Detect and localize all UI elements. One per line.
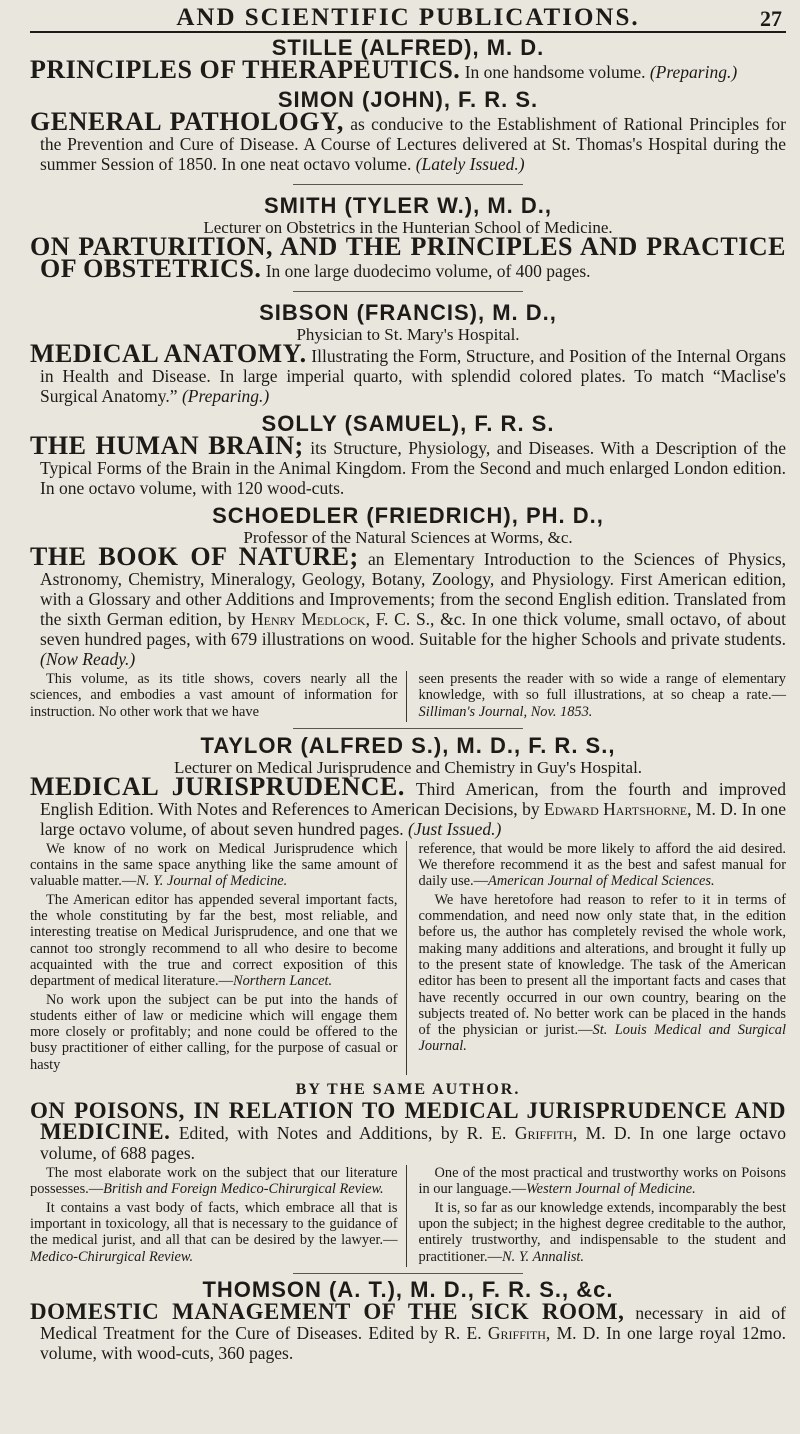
book-description: as conducive to the Establishment of Rational Principles for the Prevention and Cure of Disease. A Course of Lectures delivered at St. Thomas's Hospital during the summer Session of 1850. In one neat octavo volume. bbox=[40, 114, 786, 174]
review-source: British and Foreign Medico-Chirurgical Review. bbox=[103, 1181, 384, 1198]
catalog-entry bbox=[30, 734, 786, 1075]
review-column-right bbox=[419, 1165, 787, 1267]
author-position: Professor of the Natural Sciences at Worms, &c. bbox=[243, 528, 573, 547]
review-quote bbox=[30, 841, 398, 890]
review-source: N. Y. Journal of Medicine. bbox=[136, 873, 288, 890]
book-title: DOMESTIC MANAGEMENT OF THE SICK ROOM, bbox=[30, 1298, 625, 1324]
review-text: One of the most practical and trustworthy works on Poisons in our language.— bbox=[418, 1165, 786, 1198]
publication-status: (Preparing.) bbox=[181, 386, 270, 406]
review-quote bbox=[419, 892, 787, 1055]
review-source: St. Louis Medical and Surgical Journal. bbox=[418, 1022, 786, 1055]
book-title: MEDICAL ANATOMY. bbox=[30, 339, 307, 368]
review-column-left bbox=[30, 1165, 407, 1267]
review-column-left bbox=[30, 671, 407, 722]
author-heading: SOLLY (SAMUEL), F. R. S. bbox=[261, 411, 555, 436]
review-source: American Journal of Medical Sciences. bbox=[488, 873, 715, 890]
book-listing bbox=[30, 542, 787, 669]
author-heading: SCHOEDLER (FRIEDRICH), PH. D., bbox=[212, 503, 604, 528]
book-description: necessary in aid of Medical Treatment for the Cure of Diseases. Edited by bbox=[40, 1302, 786, 1343]
catalog-entry bbox=[30, 504, 786, 722]
catalog-entry bbox=[30, 88, 786, 174]
review-columns bbox=[30, 671, 786, 722]
review-source: Western Journal of Medicine. bbox=[526, 1181, 696, 1198]
section-divider bbox=[293, 728, 523, 729]
book-description-continued: , M. D. In one large octavo volume, of 688 pages. bbox=[40, 1123, 787, 1164]
book-title: MEDICAL JURISPRUDENCE. bbox=[30, 771, 405, 801]
review-quote bbox=[30, 892, 398, 990]
book-description: an Elementary Introduction to the Sciences of Physics, Astronomy, Chemistry, Mineralogy, Geology, Botany, Zoology, and Physiology. First American edition, with a Glossary and other Additions and Improvements; from the second English edition. Translated from the sixth German edition, by bbox=[40, 549, 787, 629]
book-title: THE BOOK OF NATURE; bbox=[30, 542, 359, 571]
book-description-continued: , M. D. In one large royal 12mo. volume, with wood-cuts, 360 pages. bbox=[40, 1322, 787, 1363]
author-heading: THOMSON (A. T.), M. D., F. R. S., &c. bbox=[202, 1276, 614, 1302]
review-quote bbox=[419, 1200, 787, 1265]
catalog-entry bbox=[30, 301, 786, 406]
book-description: its Structure, Physiology, and Diseases. With a Description of the Typical Forms of the Brain in the Animal Kingdom. From the Second and much enlarged London edition. In one octavo volume, with 120 wood-cuts. bbox=[40, 438, 786, 498]
section-divider bbox=[293, 184, 523, 185]
running-head-title: AND SCIENTIFIC PUBLICATIONS. bbox=[176, 4, 640, 31]
book-listing bbox=[30, 339, 786, 406]
author-heading: SIBSON (FRANCIS), M. D., bbox=[259, 300, 557, 325]
review-text: We know of no work on Medical Jurisprudence which contains in the same space anything like the same amount of valuable matter.— bbox=[30, 840, 398, 890]
publication-status: (Preparing.) bbox=[649, 62, 738, 82]
review-quote bbox=[419, 1165, 787, 1198]
review-text: The most elaborate work on the subject that our literature possesses.— bbox=[30, 1165, 398, 1198]
review-quote: No work upon the subject can be put into the hands of students either of law or medicine which will engage them more closely or profitably; and none could be offered to the busy practitioner of either calling, for the purpose of casual or hasty bbox=[30, 991, 398, 1073]
book-listing bbox=[30, 232, 786, 283]
catalog-entry bbox=[30, 194, 786, 281]
review-column-right bbox=[419, 841, 787, 1075]
book-description: Edited, with Notes and Additions, by bbox=[178, 1123, 459, 1144]
section-divider bbox=[293, 291, 523, 292]
review-source: Silliman's Journal, Nov. 1853. bbox=[418, 703, 593, 720]
review-text: seen presents the reader with so wide a range of elementary knowledge, with so full illustrations, at so cheap a rate.— bbox=[418, 671, 786, 704]
publication-status: (Now Ready.) bbox=[40, 649, 136, 669]
book-listing bbox=[30, 107, 786, 174]
book-description: In one handsome volume. bbox=[464, 62, 646, 82]
author-heading: STILLE (ALFRED), M. D. bbox=[271, 35, 545, 60]
author-position: Lecturer on Medical Jurisprudence and Chemistry in Guy's Hospital. bbox=[173, 757, 643, 777]
running-head bbox=[30, 0, 786, 34]
book-description: In one large duodecimo volume, of 400 pages. bbox=[265, 261, 591, 281]
publication-status: (Just Issued.) bbox=[408, 818, 502, 839]
book-title: PRINCIPLES OF THERAPEUTICS. bbox=[30, 55, 461, 84]
book-listing bbox=[30, 771, 786, 839]
review-quote bbox=[419, 841, 787, 890]
book-description: Third American, from the fourth and improved English Edition. With Notes and References to American Decisions, by bbox=[40, 778, 786, 819]
editor-name: R. E. Griffith bbox=[466, 1123, 573, 1144]
review-text: reference, that would be more likely to afford the aid desired. We therefore recommend it as the best and safest manual for daily use.— bbox=[418, 840, 786, 890]
review-quote bbox=[419, 671, 787, 720]
book-listing bbox=[30, 1098, 787, 1164]
author-position: Physician to St. Mary's Hospital. bbox=[296, 325, 520, 344]
review-source: Northern Lancet. bbox=[232, 973, 333, 990]
book-title: THE HUMAN BRAIN; bbox=[30, 431, 304, 460]
review-text: The American editor has appended several important facts, the whole constituting by far the best, most reliable, and interesting treatise on Medical Jurisprudence, and one that we cannot too strongly recommend to all who desire to become acquainted with the true and correct exposition of this department of medical literature.— bbox=[30, 891, 398, 990]
review-text: It contains a vast body of facts, which embrace all that is important in toxicology, all that is necessary to the guidance of the medical jurist, and all that can be desired by the lawyer.— bbox=[30, 1199, 398, 1249]
by-same-author-heading: BY THE SAME AUTHOR. bbox=[295, 1081, 521, 1099]
book-listing bbox=[30, 431, 786, 498]
review-text: It is, so far as our knowledge extends, incomparably the best upon the subject; in the highest degree creditable to the author, entirely trustworthy, and indispensable to the student and practitioner.— bbox=[418, 1199, 786, 1265]
review-quote bbox=[30, 1200, 398, 1265]
book-title: ON PARTURITION, AND THE PRINCIPLES AND PRACTICE OF OBSTETRICS. bbox=[30, 232, 786, 283]
editor-name: Edward Hartshorne bbox=[544, 798, 688, 819]
catalog-entry bbox=[30, 412, 786, 498]
review-column-right bbox=[419, 671, 787, 722]
catalog-entry bbox=[30, 1081, 786, 1267]
book-listing bbox=[30, 55, 786, 84]
book-description-continued: , M. D. In one large octavo volume, of about seven hundred pages. bbox=[40, 798, 786, 839]
running-head-rule bbox=[30, 31, 786, 33]
author-heading: TAYLOR (ALFRED S.), M. D., F. R. S., bbox=[200, 732, 616, 758]
author-position: Lecturer on Obstetrics in the Hunterian School of Medicine. bbox=[203, 218, 613, 237]
review-quote: This volume, as its title shows, covers nearly all the sciences, and embodies a vast amount of information for instruction. No other work that we have bbox=[30, 671, 398, 720]
author-heading: SIMON (JOHN), F. R. S. bbox=[277, 87, 539, 112]
review-source: N. Y. Annalist. bbox=[502, 1248, 585, 1265]
author-heading: SMITH (TYLER W.), M. D., bbox=[264, 193, 552, 218]
section-divider bbox=[293, 1273, 523, 1274]
book-title: ON POISONS, IN RELATION TO MEDICAL JURISPRUDENCE AND MEDICINE. bbox=[30, 1098, 786, 1145]
review-quote bbox=[30, 1165, 398, 1198]
publication-status: (Lately Issued.) bbox=[415, 154, 525, 174]
page-number: 27 bbox=[760, 6, 782, 31]
catalog-entry bbox=[30, 1278, 786, 1363]
book-title: GENERAL PATHOLOGY, bbox=[30, 107, 344, 136]
review-columns bbox=[30, 1165, 786, 1267]
book-description: Illustrating the Form, Structure, and Position of the Internal Organs in Health and Disease. In large imperial quarto, with splendid colored plates. To match “Maclise's Surgical Anatomy.” bbox=[40, 346, 786, 406]
book-listing bbox=[30, 1298, 787, 1363]
book-description-continued: , F. C. S., &c. In one thick volume, small octavo, of about seven hundred pages, with 679 illustrations on wood. Suitable for the higher Schools and private students. bbox=[40, 609, 786, 649]
review-columns bbox=[30, 841, 786, 1075]
review-column-left bbox=[30, 841, 407, 1075]
review-text: We have heretofore had reason to refer to it in terms of commendation, and need now only state that, in the edition before us, the author has completely revised the whole work, making many additions and alterations, and brought it fully up to the present state of knowledge. The task of the American editor has been to present all the important facts and cases that have recently occurred in our own country, bearing on the subjects treated of. No better work can be placed in the hands of the physician or jurist.— bbox=[418, 891, 786, 1039]
review-source: Medico-Chirurgical Review. bbox=[30, 1248, 194, 1265]
editor-name: R. E. Griffith bbox=[444, 1322, 546, 1343]
catalog-entry bbox=[30, 36, 786, 82]
translator-name: Henry Medlock bbox=[250, 609, 366, 629]
